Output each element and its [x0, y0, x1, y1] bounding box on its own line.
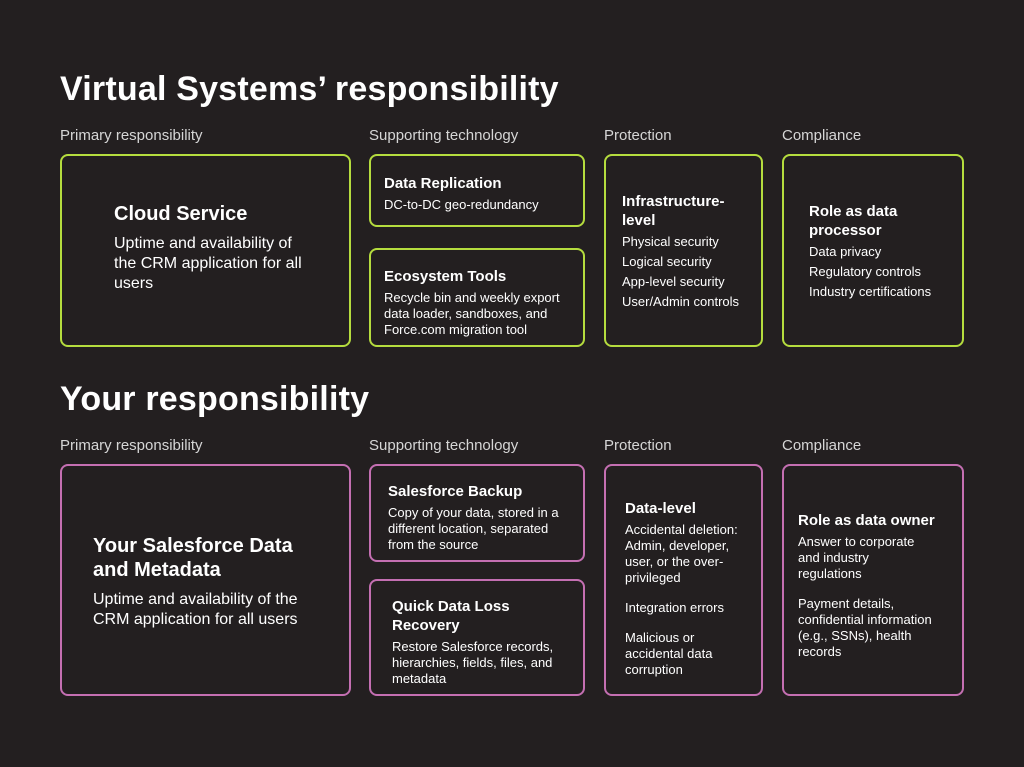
vendor-primary-card	[60, 154, 351, 347]
list-item: Integration errors	[625, 600, 724, 615]
customer-compliance-heading: Role as data owner	[798, 512, 935, 529]
list-item: Answer to corporate and industry regulations	[798, 534, 915, 581]
customer-supporting-1-text: Copy of your data, stored in a different location, separated from the source	[388, 505, 559, 552]
vendor-label-primary: Primary responsibility	[60, 127, 203, 144]
vendor-protection-list	[622, 234, 747, 310]
list-item: Data privacy	[809, 244, 882, 259]
customer-label-compliance: Compliance	[782, 437, 862, 454]
list-item: Regulatory controls	[809, 264, 921, 279]
vendor-section-title: Virtual Systems’ responsibility	[60, 70, 559, 108]
vendor-compliance-heading: Role as data processor	[809, 203, 898, 239]
customer-label-primary: Primary responsibility	[60, 437, 203, 454]
customer-protection-card	[604, 464, 763, 696]
vendor-label-compliance: Compliance	[782, 127, 862, 144]
customer-supporting-card-1	[369, 464, 585, 562]
vendor-label-protection: Protection	[604, 127, 672, 144]
customer-protection-list	[625, 522, 753, 678]
list-item: Malicious or accidental data corruption	[625, 630, 713, 677]
customer-protection-heading: Data-level	[625, 500, 696, 517]
customer-primary-text: Uptime and availability of the CRM application for all users	[93, 591, 298, 628]
vendor-supporting-card-1	[369, 154, 585, 227]
customer-label-protection: Protection	[604, 437, 672, 454]
vendor-primary-heading: Cloud Service	[114, 203, 248, 225]
vendor-compliance-card	[782, 154, 964, 347]
customer-supporting-card-2	[369, 579, 585, 696]
vendor-supporting-1-heading: Data Replication	[384, 175, 502, 192]
customer-supporting-2-heading: Quick Data Loss Recovery	[392, 598, 510, 634]
vendor-supporting-card-2	[369, 248, 585, 347]
vendor-supporting-2-heading: Ecosystem Tools	[384, 268, 507, 285]
customer-primary-card	[60, 464, 351, 696]
vendor-supporting-1-text: DC-to-DC geo-redundancy	[384, 197, 539, 212]
list-item: Accidental deletion: Admin, developer, user, or the over-privileged	[625, 522, 738, 585]
vendor-compliance-list	[809, 244, 949, 300]
list-item: Payment details, confidential information (e.g., SSNs), health records	[798, 596, 932, 659]
vendor-protection-heading: Infrastructure-level	[622, 193, 725, 229]
list-item: Industry certifications	[809, 284, 932, 299]
customer-compliance-card	[782, 464, 964, 696]
customer-primary-heading: Your Salesforce Data and Metadata	[93, 535, 293, 581]
list-item: User/Admin controls	[622, 294, 740, 309]
vendor-label-supporting: Supporting technology	[369, 127, 519, 144]
customer-compliance-list	[798, 534, 948, 660]
list-item: App-level security	[622, 274, 725, 289]
customer-section-title: Your responsibility	[60, 380, 370, 418]
vendor-protection-card	[604, 154, 763, 347]
customer-label-supporting: Supporting technology	[369, 437, 519, 454]
customer-supporting-1-heading: Salesforce Backup	[388, 483, 523, 500]
list-item: Logical security	[622, 254, 712, 269]
vendor-supporting-2-text: Recycle bin and weekly export data loader, sandboxes, and Force.com migration tool	[384, 290, 560, 337]
customer-supporting-2-text: Restore Salesforce records, hierarchies, fields, files, and metadata	[392, 639, 554, 686]
list-item: Physical security	[622, 234, 719, 249]
vendor-primary-text: Uptime and availability of the CRM application for all users	[114, 235, 302, 292]
